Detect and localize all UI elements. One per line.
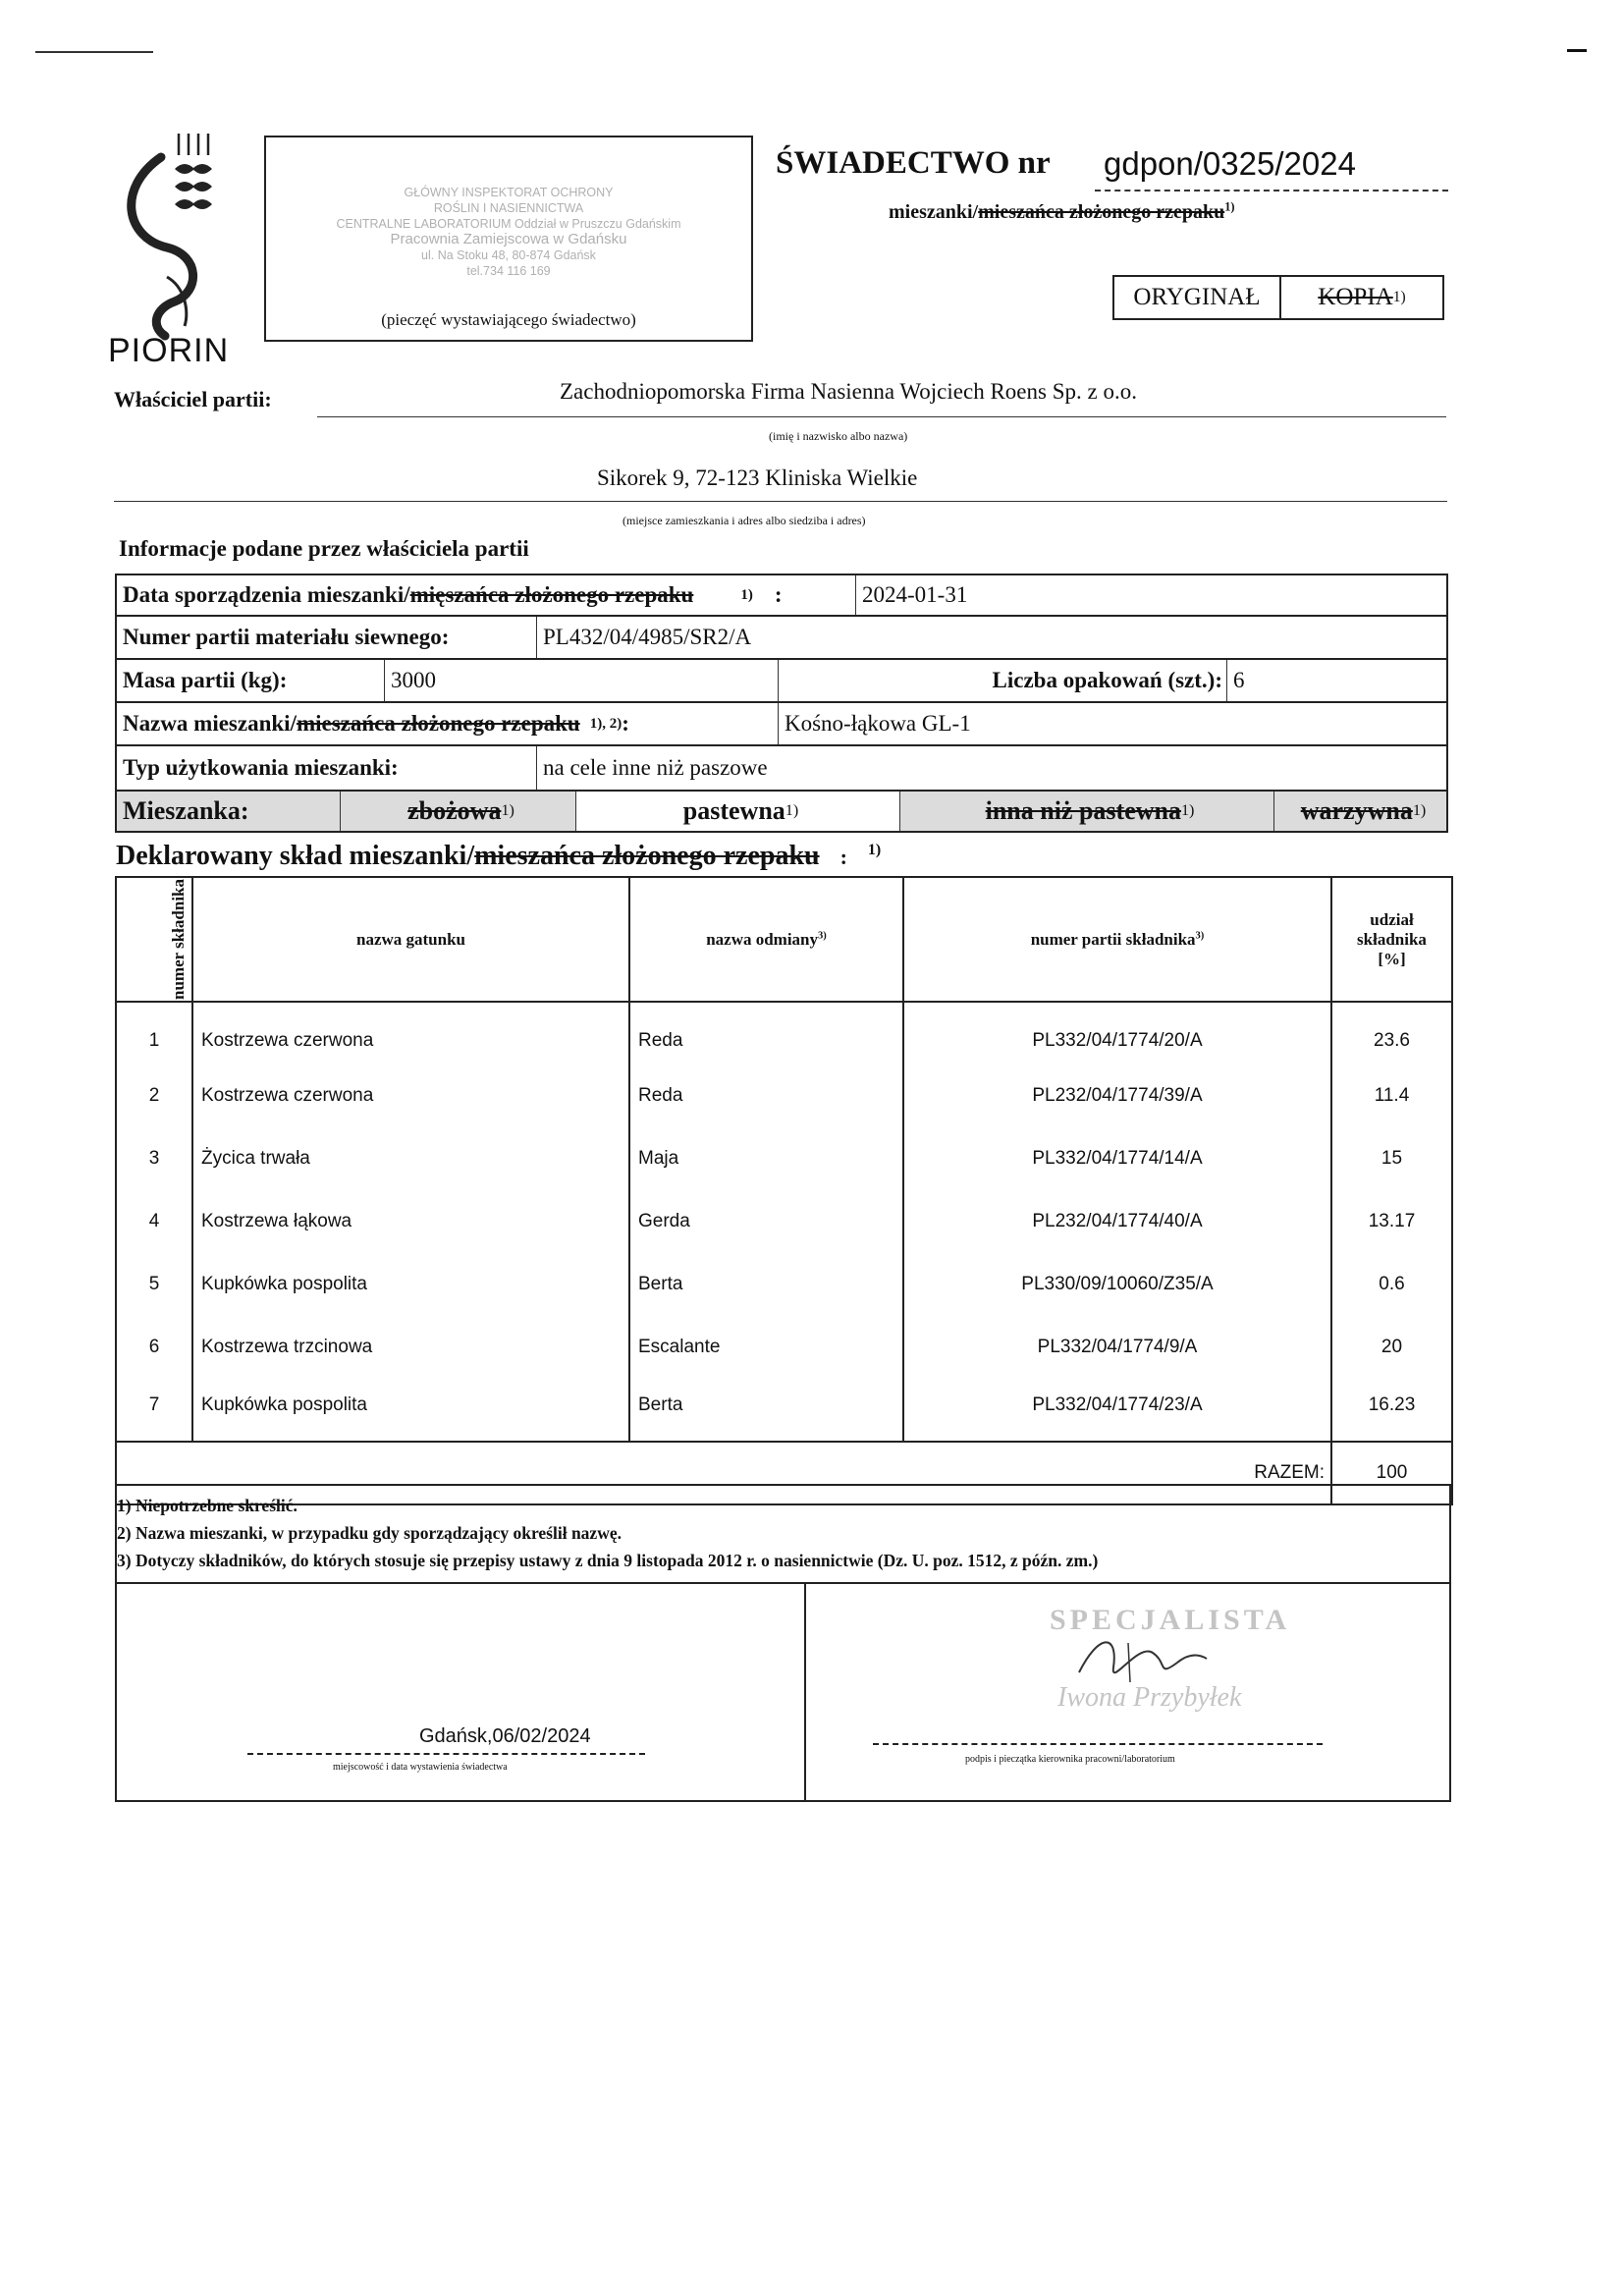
footnote: 2) Nazwa mieszanki, w przypadku gdy sporządzający określił nazwę. [117,1523,622,1543]
specialist-stamp-title: SPECJALISTA [1050,1604,1291,1636]
mix-type-row [115,792,1448,833]
table-row [116,1253,1452,1316]
info-section-title: Informacje podane przez właściciela partii [119,536,529,561]
mix-name-value: Kośno-łąkowa GL-1 [785,711,971,736]
place-date-line [247,1753,645,1755]
row-species: Kupkówka pospolita [192,1379,629,1442]
row-share: 15 [1331,1127,1452,1190]
composition-title-part: Deklarowany skład mieszanki/ [116,841,475,871]
owner-address: Sikorek 9, 72-123 Kliniska Wielkie [597,465,918,490]
scan-mark-dash [1567,49,1587,52]
scan-mark-line [35,51,153,53]
mix-type-non-fodder-label: inna niż pastewna [985,796,1181,825]
table-row [116,1379,1452,1442]
row-share: 11.4 [1331,1065,1452,1127]
footnote-ref: 1) [1224,199,1235,214]
mass-label: Masa partii (kg): [117,660,385,701]
mass-value: 3000 [385,660,779,701]
date-row [115,574,1448,617]
lot-value: PL432/04/4985/SR2/A [543,625,752,649]
row-number: 5 [116,1253,192,1316]
copy-label: KOPIA [1318,284,1393,310]
issuer-stamp-box [264,136,753,342]
subtitle-part: mieszanki/ [889,201,979,223]
composition-header-row [116,877,1452,1002]
footnote-ref: 1) [740,586,753,603]
row-variety: Escalante [629,1316,903,1379]
mix-type-grain: zbożowa 1) [341,792,576,831]
row-share: 23.6 [1331,1002,1452,1065]
mix-name-colon: : [622,711,629,736]
owner-label: Właściciel partii: [114,387,272,411]
date-label: Data sporządzenia mieszanki/ [123,582,410,607]
divider [317,416,1446,417]
row-number: 7 [116,1379,192,1442]
composition-colon: : [839,845,847,869]
place-date-caption: miejscowość i data wystawienia świadectwa [333,1762,508,1773]
total-label: RAZEM: [116,1442,1331,1504]
signature-line [873,1743,1323,1745]
row-species: Kostrzewa czerwona [192,1065,629,1127]
packages-value: 6 [1233,668,1245,692]
divider [114,501,1447,502]
mass-row [115,660,1448,703]
header-species [192,877,629,1002]
stamp-line: Pracownia Zamiejscowa w Gdańsku [390,231,627,247]
row-number: 2 [116,1065,192,1127]
row-lot: PL332/04/1774/14/A [903,1127,1331,1190]
stamp-line: GŁÓWNY INSPEKTORAT OCHRONY [404,186,614,199]
row-number: 3 [116,1127,192,1190]
row-variety: Maja [629,1127,903,1190]
header-variety [629,877,903,1002]
owner-address-caption: (miejsce zamieszkania i adres albo siedziba i adres) [623,514,866,527]
footnote-ref: 1), 2) [589,715,623,732]
date-label-cell [117,575,856,615]
footnote: 1) Niepotrzebne skreślić. [117,1496,298,1515]
mix-type-grain-label: zbożowa [407,796,502,825]
mix-type-label: Mieszanka: [117,792,341,831]
date-value: 2024-01-31 [862,582,968,607]
row-share: 0.6 [1331,1253,1452,1316]
certificate-title: ŚWIADECTWO nr [776,145,1051,181]
signature-divider [804,1584,806,1800]
mix-name-label-struck: mieszańca złożonego rzepaku [296,711,580,736]
copy-label-struck: KOPIA 1) [1318,284,1406,310]
row-number: 4 [116,1190,192,1253]
row-number: 6 [116,1316,192,1379]
row-lot: PL332/04/1774/9/A [903,1316,1331,1379]
table-row [116,1127,1452,1190]
header-share [1331,877,1452,1002]
piorin-logo-icon [106,130,244,365]
header-number [116,877,192,1002]
row-lot: PL232/04/1774/40/A [903,1190,1331,1253]
row-species: Kupkówka pospolita [192,1253,629,1316]
table-row [116,1065,1452,1127]
mix-type-fodder: pastewna 1) [576,792,900,831]
row-variety: Berta [629,1379,903,1442]
composition-table [115,876,1451,1505]
row-share: 16.23 [1331,1379,1452,1442]
original-label: ORYGINAŁ [1114,277,1281,318]
stamp-line: ROŚLIN I NASIENNICTWA [433,201,584,215]
row-lot: PL232/04/1774/39/A [903,1065,1331,1127]
lot-info-table [115,574,1448,833]
signature-caption: podpis i pieczątka kierownika pracowni/laboratorium [965,1754,1175,1765]
original-copy-box [1112,275,1444,320]
signature-area [115,1582,1451,1802]
header-lot [903,877,1331,1002]
header-species-text: nazwa gatunku [355,929,465,949]
composition-title [116,841,881,872]
place-and-date: Gdańsk,06/02/2024 [419,1725,591,1747]
total-value: 100 [1331,1442,1452,1504]
row-number: 1 [116,1002,192,1065]
logo-text: PIORIN [108,332,230,369]
header-variety-text: nazwa odmiany [706,929,819,949]
row-lot: PL332/04/1774/20/A [903,1002,1331,1065]
row-share: 13.17 [1331,1190,1452,1253]
footnotes [115,1484,1451,1584]
subtitle-struck-part: mieszańca złożonego rzepaku [978,201,1225,223]
row-species: Kostrzewa czerwona [192,1002,629,1065]
mix-type-vegetable: warzywna 1) [1274,792,1446,831]
mix-name-label: Nazwa mieszanki/ [123,711,297,736]
row-species: Kostrzewa trzcinowa [192,1316,629,1379]
row-variety: Reda [629,1002,903,1065]
owner-name-caption: (imię i nazwisko albo nazwa) [769,429,908,443]
lot-row [115,617,1448,660]
packages-label: Liczba opakowań (szt.): [779,660,1227,701]
date-label-struck: mięszańca złożonego rzepaku [409,582,694,607]
header-share-line: składnika [1357,929,1427,949]
mix-type-fodder-label: pastewna [682,796,785,825]
footnote: 3) Dotyczy składników, do których stosuje się przepisy ustawy z dnia 9 listopada 2012 r. o nasiennictwie (Dz. U. poz. 1512, z późn. zm.) [117,1551,1099,1570]
use-value: na cele inne niż paszowe [543,755,768,780]
date-colon: : [774,582,783,607]
stamp-caption: (pieczęć wystawiającego świadectwo) [381,310,636,329]
certificate-number-underline [1095,190,1448,191]
row-lot: PL330/09/10060/Z35/A [903,1253,1331,1316]
owner-name: Zachodniopomorska Firma Nasienna Wojciech Roens Sp. z o.o. [560,379,1137,404]
row-variety: Gerda [629,1190,903,1253]
header-number-text: numer składnika [168,878,188,1000]
composition-title-struck: mieszańca złożonego rzepaku [474,841,820,871]
certificate-subtitle [889,201,1235,224]
mix-type-non-fodder: inna niż pastewna 1) [900,792,1274,831]
row-share: 20 [1331,1316,1452,1379]
table-row [116,1190,1452,1253]
row-species: Życica trwała [192,1127,629,1190]
mix-name-label-cell [117,703,779,744]
footnote-ref: 1) [867,841,882,858]
stamp-line: tel.734 116 169 [466,264,551,278]
header-share-line: udział [1370,909,1414,929]
row-species: Kostrzewa łąkowa [192,1190,629,1253]
stamp-line: CENTRALNE LABORATORIUM Oddział w Pruszczu Gdańskim [336,217,681,231]
table-row [116,1316,1452,1379]
footnote-ref: 3) [818,929,827,941]
mix-type-vegetable-label: warzywna [1300,796,1413,825]
stamp-line: ul. Na Stoku 48, 80-874 Gdańsk [421,248,596,262]
mix-name-row [115,703,1448,746]
header-share-line: [%] [1378,949,1406,968]
table-row [116,1002,1452,1065]
row-lot: PL332/04/1774/23/A [903,1379,1331,1442]
certificate-number: gdpon/0325/2024 [1104,145,1356,182]
footnote-ref: 3) [1195,929,1205,941]
specialist-name: Iwona Przybyłek [1057,1682,1242,1713]
use-row [115,746,1448,792]
lot-label: Numer partii materiału siewnego: [117,617,537,658]
row-variety: Berta [629,1253,903,1316]
use-label: Typ użytkowania mieszanki: [117,746,537,790]
row-variety: Reda [629,1065,903,1127]
header-lot-text: numer partii składnika [1030,929,1196,949]
